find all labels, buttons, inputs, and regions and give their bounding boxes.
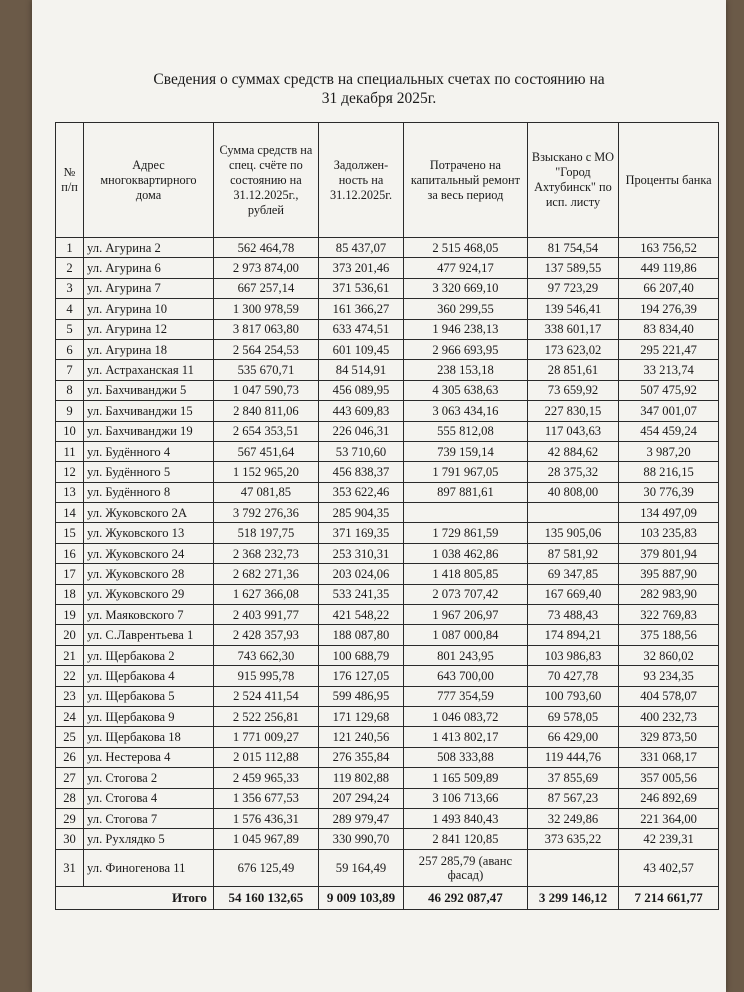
table-row — [56, 706, 719, 726]
row-debt: 84 514,91 — [318, 360, 403, 380]
row-spent: 360 299,55 — [404, 299, 528, 319]
row-collected: 173 623,02 — [527, 339, 618, 359]
row-num: 2 — [56, 258, 84, 278]
row-collected: 119 444,76 — [527, 747, 618, 767]
row-collected: 32 249,86 — [527, 808, 618, 828]
row-interest: 66 207,40 — [619, 278, 719, 298]
table-row — [56, 360, 719, 380]
row-address: ул. Будённого 5 — [84, 462, 214, 482]
row-sum: 2 015 112,88 — [213, 747, 318, 767]
total-spent: 46 292 087,47 — [404, 886, 528, 909]
row-interest: 400 232,73 — [619, 706, 719, 726]
row-address: ул. Нестерова 4 — [84, 747, 214, 767]
row-sum: 1 047 590,73 — [213, 380, 318, 400]
row-address: ул. Щербакова 9 — [84, 706, 214, 726]
row-num: 22 — [56, 666, 84, 686]
row-spent: 2 841 120,85 — [404, 829, 528, 849]
row-sum: 2 840 811,06 — [213, 401, 318, 421]
row-spent: 3 106 713,66 — [404, 788, 528, 808]
row-sum: 1 356 677,53 — [213, 788, 318, 808]
row-interest: 221 364,00 — [619, 808, 719, 828]
row-spent: 1 791 967,05 — [404, 462, 528, 482]
row-num: 16 — [56, 543, 84, 563]
row-collected: 167 669,40 — [527, 584, 618, 604]
row-interest: 32 860,02 — [619, 645, 719, 665]
row-debt: 121 240,56 — [318, 727, 403, 747]
row-num: 3 — [56, 278, 84, 298]
row-address: ул. Агурина 18 — [84, 339, 214, 359]
row-sum: 2 368 232,73 — [213, 543, 318, 563]
row-address: ул. Маяковского 7 — [84, 605, 214, 625]
row-debt: 253 310,31 — [318, 543, 403, 563]
row-spent: 1 087 000,84 — [404, 625, 528, 645]
table-row — [56, 564, 719, 584]
row-collected: 69 578,05 — [527, 706, 618, 726]
table-row — [56, 829, 719, 849]
row-collected — [527, 503, 618, 523]
header-debt: Задолжен-ность на 31.12.2025г. — [318, 123, 403, 238]
row-debt: 601 109,45 — [318, 339, 403, 359]
row-collected: 40 808,00 — [527, 482, 618, 502]
table-row — [56, 258, 719, 278]
header-interest: Проценты банка — [619, 123, 719, 238]
row-spent: 238 153,18 — [404, 360, 528, 380]
table-row — [56, 645, 719, 665]
row-num: 17 — [56, 564, 84, 584]
table-row — [56, 523, 719, 543]
row-interest: 3 987,20 — [619, 441, 719, 461]
header-num: № п/п — [56, 123, 84, 238]
row-collected: 69 347,85 — [527, 564, 618, 584]
table-row — [56, 605, 719, 625]
row-spent: 3 320 669,10 — [404, 278, 528, 298]
row-num: 12 — [56, 462, 84, 482]
row-sum: 2 564 254,53 — [213, 339, 318, 359]
title-line-2: 31 декабря 2025г. — [321, 90, 437, 107]
table-row — [56, 319, 719, 339]
row-address: ул. Щербакова 5 — [84, 686, 214, 706]
row-address: ул. Бахчиванджи 15 — [84, 401, 214, 421]
row-spent: 1 165 509,89 — [404, 768, 528, 788]
row-interest: 404 578,07 — [619, 686, 719, 706]
row-debt: 100 688,79 — [318, 645, 403, 665]
row-spent: 4 305 638,63 — [404, 380, 528, 400]
row-sum: 2 682 271,36 — [213, 564, 318, 584]
row-debt: 276 355,84 — [318, 747, 403, 767]
row-sum: 518 197,75 — [213, 523, 318, 543]
row-interest: 331 068,17 — [619, 747, 719, 767]
row-interest: 42 239,31 — [619, 829, 719, 849]
row-num: 26 — [56, 747, 84, 767]
row-sum: 1 300 978,59 — [213, 299, 318, 319]
row-address: ул. С.Лаврентьева 1 — [84, 625, 214, 645]
table-row — [56, 768, 719, 788]
table-row — [56, 278, 719, 298]
table-row — [56, 788, 719, 808]
row-address: ул. Рухлядко 5 — [84, 829, 214, 849]
row-sum: 2 654 353,51 — [213, 421, 318, 441]
row-collected: 66 429,00 — [527, 727, 618, 747]
table-row — [56, 849, 719, 886]
row-sum: 562 464,78 — [213, 238, 318, 258]
row-address: ул. Щербакова 4 — [84, 666, 214, 686]
table-row — [56, 401, 719, 421]
row-address: ул. Жуковского 13 — [84, 523, 214, 543]
row-sum: 535 670,71 — [213, 360, 318, 380]
row-collected: 227 830,15 — [527, 401, 618, 421]
row-sum: 2 403 991,77 — [213, 605, 318, 625]
row-debt: 171 129,68 — [318, 706, 403, 726]
row-interest: 194 276,39 — [619, 299, 719, 319]
row-spent: 1 418 805,85 — [404, 564, 528, 584]
table-row — [56, 380, 719, 400]
row-num: 11 — [56, 441, 84, 461]
total-interest: 7 214 661,77 — [619, 886, 719, 909]
row-interest: 357 005,56 — [619, 768, 719, 788]
row-interest: 395 887,90 — [619, 564, 719, 584]
row-spent: 739 159,14 — [404, 441, 528, 461]
row-interest: 329 873,50 — [619, 727, 719, 747]
row-address: ул. Жуковского 24 — [84, 543, 214, 563]
row-sum: 47 081,85 — [213, 482, 318, 502]
row-collected: 42 884,62 — [527, 441, 618, 461]
total-label: Итого — [56, 886, 214, 909]
table-row — [56, 666, 719, 686]
row-debt: 176 127,05 — [318, 666, 403, 686]
row-interest: 322 769,83 — [619, 605, 719, 625]
row-num: 13 — [56, 482, 84, 502]
row-sum: 676 125,49 — [213, 849, 318, 886]
title-line-1: Сведения о суммах средств на специальных счетах по состоянию на — [153, 71, 605, 88]
row-spent — [404, 503, 528, 523]
row-sum: 3 817 063,80 — [213, 319, 318, 339]
table-row — [56, 808, 719, 828]
row-debt: 59 164,49 — [318, 849, 403, 886]
row-interest: 246 892,69 — [619, 788, 719, 808]
row-sum: 2 428 357,93 — [213, 625, 318, 645]
special-accounts-table — [55, 122, 719, 910]
row-spent: 897 881,61 — [404, 482, 528, 502]
row-spent: 2 073 707,42 — [404, 584, 528, 604]
row-debt: 226 046,31 — [318, 421, 403, 441]
header-address: Адрес многоквартирного дома — [84, 123, 214, 238]
row-collected: 70 427,78 — [527, 666, 618, 686]
table-row — [56, 503, 719, 523]
row-num: 23 — [56, 686, 84, 706]
total-sum: 54 160 132,65 — [213, 886, 318, 909]
row-spent: 1 038 462,86 — [404, 543, 528, 563]
row-debt: 188 087,80 — [318, 625, 403, 645]
row-collected: 139 546,41 — [527, 299, 618, 319]
row-num: 24 — [56, 706, 84, 726]
row-spent: 1 493 840,43 — [404, 808, 528, 828]
row-spent: 801 243,95 — [404, 645, 528, 665]
row-collected: 373 635,22 — [527, 829, 618, 849]
table-row — [56, 625, 719, 645]
table-row — [56, 339, 719, 359]
row-spent: 508 333,88 — [404, 747, 528, 767]
row-interest: 282 983,90 — [619, 584, 719, 604]
row-address: ул. Агурина 2 — [84, 238, 214, 258]
row-debt: 119 802,88 — [318, 768, 403, 788]
row-collected: 28 375,32 — [527, 462, 618, 482]
row-num: 28 — [56, 788, 84, 808]
row-debt: 203 024,06 — [318, 564, 403, 584]
row-collected: 28 851,61 — [527, 360, 618, 380]
row-interest: 347 001,07 — [619, 401, 719, 421]
table-row — [56, 299, 719, 319]
row-spent: 2 966 693,95 — [404, 339, 528, 359]
row-spent: 1 046 083,72 — [404, 706, 528, 726]
row-address: ул. Финогенова 11 — [84, 849, 214, 886]
table-header-row — [56, 123, 719, 238]
row-debt: 285 904,35 — [318, 503, 403, 523]
table-row — [56, 543, 719, 563]
row-sum: 1 152 965,20 — [213, 462, 318, 482]
table-row — [56, 584, 719, 604]
row-debt: 456 838,37 — [318, 462, 403, 482]
header-collected: Взыскано с МО "Город Ахтубинск" по исп. листу — [527, 123, 618, 238]
row-collected: 103 986,83 — [527, 645, 618, 665]
row-sum: 2 524 411,54 — [213, 686, 318, 706]
row-collected: 174 894,21 — [527, 625, 618, 645]
row-debt: 421 548,22 — [318, 605, 403, 625]
row-spent: 777 354,59 — [404, 686, 528, 706]
row-address: ул. Агурина 6 — [84, 258, 214, 278]
row-interest: 379 801,94 — [619, 543, 719, 563]
row-num: 15 — [56, 523, 84, 543]
row-address: ул. Агурина 10 — [84, 299, 214, 319]
row-sum: 1 771 009,27 — [213, 727, 318, 747]
row-spent: 2 515 468,05 — [404, 238, 528, 258]
table-row — [56, 238, 719, 258]
row-interest: 93 234,35 — [619, 666, 719, 686]
row-debt: 456 089,95 — [318, 380, 403, 400]
row-sum: 743 662,30 — [213, 645, 318, 665]
row-debt: 207 294,24 — [318, 788, 403, 808]
row-debt: 371 169,35 — [318, 523, 403, 543]
row-address: ул. Жуковского 29 — [84, 584, 214, 604]
row-debt: 161 366,27 — [318, 299, 403, 319]
row-spent: 477 924,17 — [404, 258, 528, 278]
row-spent: 3 063 434,16 — [404, 401, 528, 421]
row-collected — [527, 849, 618, 886]
row-num: 4 — [56, 299, 84, 319]
row-spent: 257 285,79 (аванс фасад) — [404, 849, 528, 886]
row-spent: 1 413 802,17 — [404, 727, 528, 747]
row-debt: 289 979,47 — [318, 808, 403, 828]
row-interest: 295 221,47 — [619, 339, 719, 359]
row-sum: 2 522 256,81 — [213, 706, 318, 726]
row-spent: 1 967 206,97 — [404, 605, 528, 625]
row-collected: 87 567,23 — [527, 788, 618, 808]
row-num: 30 — [56, 829, 84, 849]
row-collected: 81 754,54 — [527, 238, 618, 258]
row-sum: 2 973 874,00 — [213, 258, 318, 278]
table-row — [56, 462, 719, 482]
row-num: 1 — [56, 238, 84, 258]
table-row — [56, 441, 719, 461]
total-collected: 3 299 146,12 — [527, 886, 618, 909]
row-sum: 1 627 366,08 — [213, 584, 318, 604]
row-collected: 37 855,69 — [527, 768, 618, 788]
row-collected: 135 905,06 — [527, 523, 618, 543]
row-address: ул. Будённого 8 — [84, 482, 214, 502]
row-address: ул. Агурина 7 — [84, 278, 214, 298]
row-sum: 1 576 436,31 — [213, 808, 318, 828]
row-address: ул. Щербакова 2 — [84, 645, 214, 665]
row-spent: 1 946 238,13 — [404, 319, 528, 339]
row-address: ул. Агурина 12 — [84, 319, 214, 339]
header-sum: Сумма средств на спец. счёте по состоянию на 31.12.2025г., рублей — [213, 123, 318, 238]
row-address: ул. Щербакова 18 — [84, 727, 214, 747]
row-num: 14 — [56, 503, 84, 523]
row-debt: 85 437,07 — [318, 238, 403, 258]
row-debt: 599 486,95 — [318, 686, 403, 706]
row-debt: 53 710,60 — [318, 441, 403, 461]
row-interest: 30 776,39 — [619, 482, 719, 502]
row-interest: 454 459,24 — [619, 421, 719, 441]
row-debt: 373 201,46 — [318, 258, 403, 278]
row-collected: 97 723,29 — [527, 278, 618, 298]
row-spent: 643 700,00 — [404, 666, 528, 686]
row-collected: 100 793,60 — [527, 686, 618, 706]
row-num: 31 — [56, 849, 84, 886]
row-num: 27 — [56, 768, 84, 788]
row-interest: 88 216,15 — [619, 462, 719, 482]
row-interest: 83 834,40 — [619, 319, 719, 339]
row-collected: 137 589,55 — [527, 258, 618, 278]
row-debt: 533 241,35 — [318, 584, 403, 604]
row-address: ул. Стогова 7 — [84, 808, 214, 828]
row-debt: 353 622,46 — [318, 482, 403, 502]
row-num: 6 — [56, 339, 84, 359]
row-debt: 443 609,83 — [318, 401, 403, 421]
row-num: 19 — [56, 605, 84, 625]
row-spent: 1 729 861,59 — [404, 523, 528, 543]
header-spent: Потрачено на капитальный ремонт за весь период — [404, 123, 528, 238]
row-collected: 338 601,17 — [527, 319, 618, 339]
row-sum: 1 045 967,89 — [213, 829, 318, 849]
row-num: 25 — [56, 727, 84, 747]
row-address: ул. Будённого 4 — [84, 441, 214, 461]
row-num: 18 — [56, 584, 84, 604]
row-num: 8 — [56, 380, 84, 400]
row-interest: 163 756,52 — [619, 238, 719, 258]
row-sum: 2 459 965,33 — [213, 768, 318, 788]
row-address: ул. Астраханская 11 — [84, 360, 214, 380]
total-row — [56, 886, 719, 909]
table-row — [56, 747, 719, 767]
row-sum: 567 451,64 — [213, 441, 318, 461]
row-num: 21 — [56, 645, 84, 665]
table-row — [56, 686, 719, 706]
row-num: 5 — [56, 319, 84, 339]
row-sum: 915 995,78 — [213, 666, 318, 686]
row-interest: 33 213,74 — [619, 360, 719, 380]
row-address: ул. Стогова 4 — [84, 788, 214, 808]
row-collected: 73 659,92 — [527, 380, 618, 400]
row-address: ул. Жуковского 2А — [84, 503, 214, 523]
row-interest: 449 119,86 — [619, 258, 719, 278]
row-interest: 507 475,92 — [619, 380, 719, 400]
row-collected: 87 581,92 — [527, 543, 618, 563]
document-title — [32, 70, 726, 108]
row-interest: 134 497,09 — [619, 503, 719, 523]
row-num: 29 — [56, 808, 84, 828]
table-row — [56, 482, 719, 502]
row-debt: 633 474,51 — [318, 319, 403, 339]
row-address: ул. Стогова 2 — [84, 768, 214, 788]
row-interest: 375 188,56 — [619, 625, 719, 645]
row-num: 20 — [56, 625, 84, 645]
row-interest: 103 235,83 — [619, 523, 719, 543]
row-address: ул. Бахчиванджи 5 — [84, 380, 214, 400]
row-num: 10 — [56, 421, 84, 441]
row-num: 9 — [56, 401, 84, 421]
row-collected: 117 043,63 — [527, 421, 618, 441]
table-row — [56, 421, 719, 441]
total-debt: 9 009 103,89 — [318, 886, 403, 909]
row-sum: 3 792 276,36 — [213, 503, 318, 523]
row-debt: 330 990,70 — [318, 829, 403, 849]
row-collected: 73 488,43 — [527, 605, 618, 625]
row-spent: 555 812,08 — [404, 421, 528, 441]
row-interest: 43 402,57 — [619, 849, 719, 886]
row-sum: 667 257,14 — [213, 278, 318, 298]
row-debt: 371 536,61 — [318, 278, 403, 298]
row-num: 7 — [56, 360, 84, 380]
table-body — [56, 238, 719, 887]
row-address: ул. Жуковского 28 — [84, 564, 214, 584]
row-address: ул. Бахчиванджи 19 — [84, 421, 214, 441]
table-row — [56, 727, 719, 747]
